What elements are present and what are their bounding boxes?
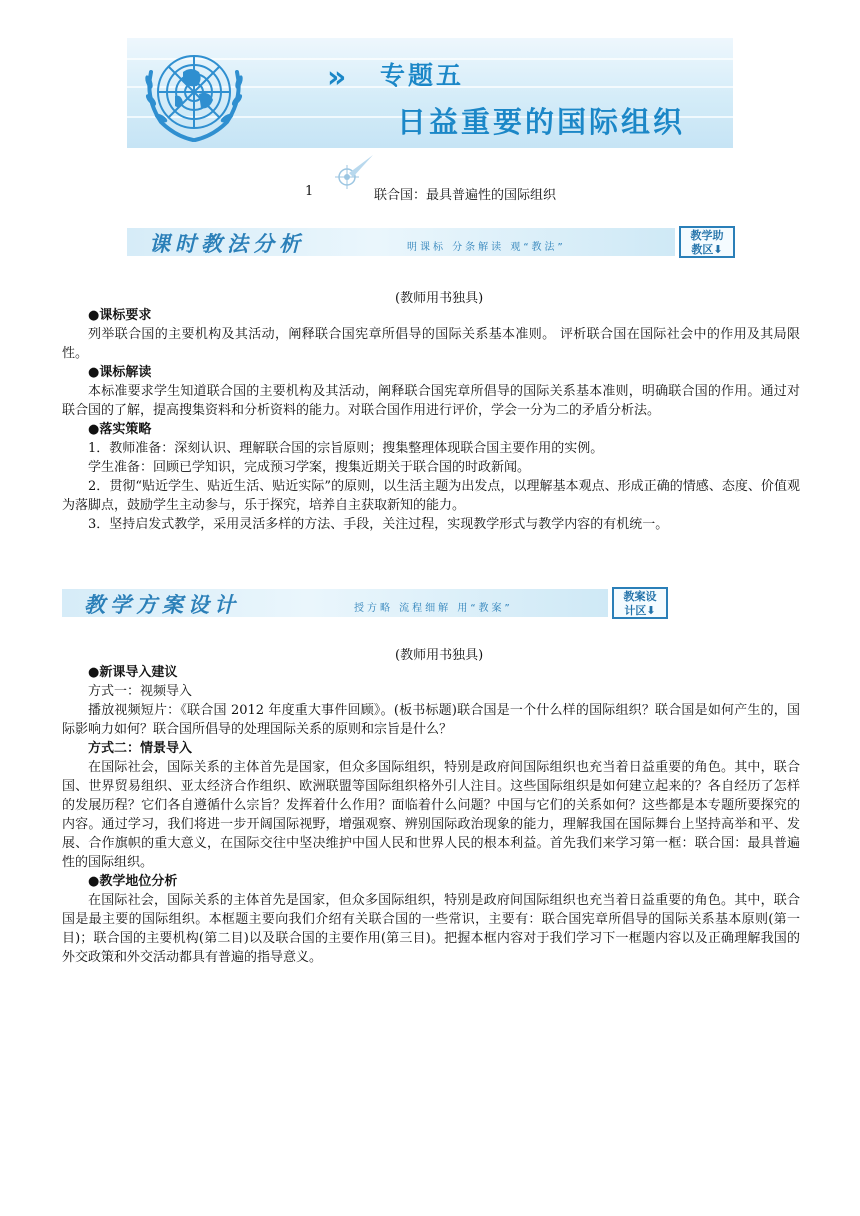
- section-header-teaching-analysis: [127, 222, 735, 262]
- section-heading: 课时教法分析: [149, 232, 305, 256]
- paragraph: 播放视频短片：《联合国 2012 年度重大事件回顾》。(板书标题)联合国是一个什么样的国际组织？联合国是如何产生的，国际影响力如何？联合国所倡导的处理国际关系的原则和宗旨是什么？: [62, 703, 800, 737]
- chapter-banner: [127, 38, 733, 148]
- teacher-note: (教师用书独具): [395, 291, 484, 306]
- subhead-standard: ●课标要求: [88, 308, 152, 323]
- subhead-position: ●教学地位分析: [88, 874, 178, 889]
- box-line: 教区⬇: [691, 243, 723, 256]
- paragraph: 1．教师准备：深刻认识、理解联合国的宗旨原则；搜集整理体现联合国主要作用的实例。: [88, 441, 604, 456]
- paragraph: 列举联合国的主要机构及其活动，阐释联合国宪章所倡导的国际关系基本准则。 评析联合国在国际社会中的作用及其局限性。: [62, 327, 800, 361]
- section-box-label: [679, 226, 735, 258]
- paragraph: 2．贯彻“贴近学生、贴近生活、贴近实际”的原则，以生活主题为出发点，以理解基本观点、形成正确的情感、态度、价值观为落脚点，鼓励学生主动参与，乐于探究，培养自主获取新知的能力。: [62, 479, 800, 513]
- section-header-lesson-plan: [62, 583, 668, 623]
- section-slogan: 授方略 流程细解 用“教案”: [354, 603, 513, 614]
- paragraph: 学生准备：回顾已学知识，完成预习学案，搜集近期关于联合国的时政新闻。: [88, 460, 531, 475]
- compass-icon: [325, 151, 375, 195]
- section1-body: [62, 306, 800, 534]
- chapter-title: 日益重要的国际组织: [397, 105, 686, 139]
- lesson-number: 1: [305, 184, 314, 199]
- subhead-way2: 方式二：情景导入: [88, 741, 193, 756]
- section-slogan: 明课标 分条解读 观“教法”: [407, 242, 566, 253]
- box-line: 计区⬇: [624, 604, 656, 617]
- paragraph: 在国际社会，国际关系的主体首先是国家，但众多国际组织，特别是政府间国际组织也充当着日益重要的角色。其中，联合国、世界贸易组织、亚太经济合作组织、欧洲联盟等国际组织格外引人注目。这些国际组织是如何建立起来的？各自经历了怎样的发展历程？它们各自遵循什么宗旨？发挥着什么作用？面临着什么问题？中国与它们的关系如何？这些都是本专题所要探究的内容。通过学习，我们将进一步开阔国际视野，增强观察、辨别国际政治现象的能力，理解我国在国际舞台上坚持高举和平、发展、合作旗帜的重大意义，在国际交往中坚决维护中国人民和世界人民的根本利益。首先我们来学习第一框：联合国：最具普遍性的国际组织。: [62, 760, 800, 870]
- un-emblem-icon: [139, 42, 249, 146]
- subhead-reading: ●课标解读: [88, 365, 152, 380]
- subhead-intro: ●新课导入建议: [88, 665, 178, 680]
- subhead-strategy: ●落实策略: [88, 422, 152, 437]
- section-heading: 教学方案设计: [84, 593, 240, 617]
- chapter-kicker: 专题五: [380, 61, 465, 90]
- section2-body: [62, 663, 800, 967]
- box-line: 教案设: [623, 590, 657, 603]
- paragraph: 本标准要求学生知道联合国的主要机构及其活动，阐释联合国宪章所倡导的国际关系基本准则，明确联合国的作用。通过对联合国的了解，提高搜集资料和分析资料的能力。对联合国作用进行评价，学会一分为二的矛盾分析法。: [62, 384, 800, 418]
- double-chevron-icon: »: [327, 60, 341, 95]
- section-box-label: [612, 587, 668, 619]
- teacher-note: (教师用书独具): [395, 648, 484, 663]
- lesson-title: 联合国：最具普遍性的国际组织: [374, 188, 557, 203]
- box-line: 教学助: [690, 229, 724, 242]
- paragraph: 3．坚持启发式教学，采用灵活多样的方法、手段，关注过程，实现教学形式与教学内容的有机统一。: [88, 517, 669, 532]
- paragraph: 在国际社会，国际关系的主体首先是国家，但众多国际组织，特别是政府间国际组织也充当着日益重要的角色。其中，联合国是最主要的国际组织。本框题主要向我们介绍有关联合国的一些常识，主要有：联合国宪章所倡导的国际关系基本原则(第一目)；联合国的主要机构(第二目)以及联合国的主要作用(第三目)。把握本框内容对于我们学习下一框题内容以及正确理解我国的外交政策和外交活动都具有普遍的指导意义。: [62, 893, 800, 965]
- paragraph: 方式一：视频导入: [88, 684, 193, 699]
